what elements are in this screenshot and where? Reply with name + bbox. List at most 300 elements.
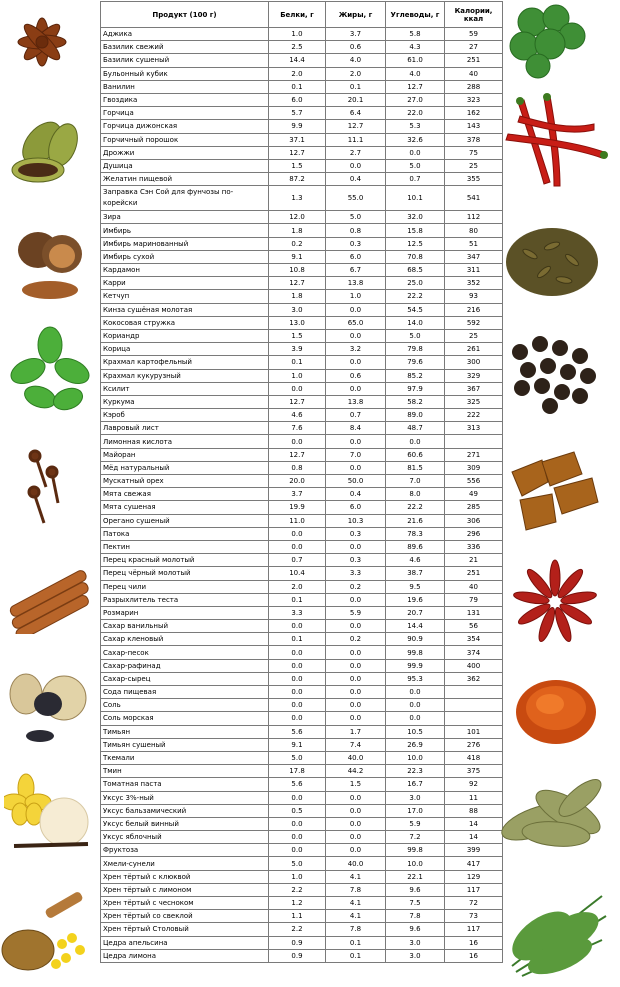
calories-value: 592 <box>445 316 503 329</box>
carbs-value: 5.0 <box>386 329 445 342</box>
table-row <box>101 686 503 699</box>
protein-value: 0.0 <box>269 435 326 448</box>
cumin-seeds-image <box>500 210 604 306</box>
fat-value: 0.0 <box>326 159 386 172</box>
carbs-value: 68.5 <box>386 264 445 277</box>
table-row <box>101 791 503 804</box>
fat-value: 12.7 <box>326 120 386 133</box>
carbs-value: 14.0 <box>386 316 445 329</box>
bay-leaves-image <box>498 772 614 862</box>
carbs-value: 7.8 <box>386 910 445 923</box>
table-row <box>101 883 503 896</box>
fat-value: 6.0 <box>326 250 386 263</box>
fat-value: 0.7 <box>326 409 386 422</box>
fat-value: 0.1 <box>326 80 386 93</box>
fat-value: 8.4 <box>326 422 386 435</box>
product-name: Базилик свежий <box>101 41 269 54</box>
mustard-seeds-image <box>0 880 96 976</box>
protein-value: 0.2 <box>269 237 326 250</box>
fat-value: 7.4 <box>326 738 386 751</box>
table-row <box>101 751 503 764</box>
product-name: Ксилит <box>101 382 269 395</box>
fat-value: 4.1 <box>326 897 386 910</box>
protein-value: 5.0 <box>269 751 326 764</box>
nutmeg-image <box>10 220 90 302</box>
protein-value: 1.3 <box>269 186 326 211</box>
protein-value: 0.0 <box>269 699 326 712</box>
protein-value: 12.7 <box>269 395 326 408</box>
fat-value: 0.6 <box>326 369 386 382</box>
product-name: Душица <box>101 159 269 172</box>
protein-value: 1.5 <box>269 159 326 172</box>
table-row <box>101 514 503 527</box>
table-row <box>101 211 503 224</box>
fat-value: 10.3 <box>326 514 386 527</box>
protein-value: 9.1 <box>269 738 326 751</box>
calories-value: 329 <box>445 369 503 382</box>
calories-value: 11 <box>445 791 503 804</box>
fat-value: 0.0 <box>326 329 386 342</box>
protein-value: 0.0 <box>269 817 326 830</box>
product-name: Мята сушеная <box>101 501 269 514</box>
protein-value: 0.1 <box>269 633 326 646</box>
product-name: Горчица <box>101 107 269 120</box>
table-row <box>101 817 503 830</box>
calories-value: 378 <box>445 133 503 146</box>
protein-value: 0.1 <box>269 356 326 369</box>
product-name: Куркума <box>101 395 269 408</box>
table-row <box>101 329 503 342</box>
fat-value: 13.8 <box>326 395 386 408</box>
dried-chili-image <box>506 556 604 648</box>
fat-value: 0.0 <box>326 791 386 804</box>
carbs-value: 32.6 <box>386 133 445 146</box>
protein-value: 2.2 <box>269 883 326 896</box>
calories-value: 222 <box>445 409 503 422</box>
calories-value: 311 <box>445 264 503 277</box>
table-row <box>101 277 503 290</box>
allspice-image <box>502 330 602 416</box>
protein-value: 0.0 <box>269 672 326 685</box>
carbs-value: 85.2 <box>386 369 445 382</box>
product-name: Ванилин <box>101 80 269 93</box>
fat-value: 40.0 <box>326 857 386 870</box>
vanilla-image <box>4 772 96 854</box>
calories-value: 336 <box>445 540 503 553</box>
calories-value: 306 <box>445 514 503 527</box>
calories-value: 117 <box>445 923 503 936</box>
product-name: Заправка Сэн Сой для фунчозы по-корейски <box>101 186 269 211</box>
calories-value: 14 <box>445 817 503 830</box>
protein-value: 6.0 <box>269 93 326 106</box>
protein-value: 12.7 <box>269 448 326 461</box>
product-name: Перец чили <box>101 580 269 593</box>
calories-value: 288 <box>445 80 503 93</box>
fat-value: 3.7 <box>326 28 386 41</box>
carbs-value: 14.4 <box>386 620 445 633</box>
cardamom-image <box>8 115 90 187</box>
calories-value: 285 <box>445 501 503 514</box>
fat-value: 20.1 <box>326 93 386 106</box>
calories-value: 374 <box>445 646 503 659</box>
carbs-value: 10.1 <box>386 186 445 211</box>
parsley-image <box>502 2 592 84</box>
fat-value: 7.0 <box>326 448 386 461</box>
table-row <box>101 554 503 567</box>
fat-value: 0.1 <box>326 949 386 962</box>
table-row <box>101 488 503 501</box>
table-row <box>101 250 503 263</box>
protein-value: 0.0 <box>269 844 326 857</box>
carbs-value: 22.1 <box>386 870 445 883</box>
fat-value: 0.3 <box>326 237 386 250</box>
fat-value: 5.0 <box>326 211 386 224</box>
protein-value: 2.0 <box>269 67 326 80</box>
product-name: Корица <box>101 343 269 356</box>
calories-value: 251 <box>445 567 503 580</box>
product-name: Гвоздика <box>101 93 269 106</box>
carbs-value: 97.9 <box>386 382 445 395</box>
carbs-value: 60.6 <box>386 448 445 461</box>
fat-value: 0.0 <box>326 831 386 844</box>
cinnamon-image <box>2 562 96 634</box>
calories-value: 251 <box>445 54 503 67</box>
protein-value: 0.0 <box>269 659 326 672</box>
carbs-value: 9.6 <box>386 923 445 936</box>
calories-value: 352 <box>445 277 503 290</box>
product-name: Сахар-песок <box>101 646 269 659</box>
fat-value: 0.0 <box>326 593 386 606</box>
protein-value: 20.0 <box>269 475 326 488</box>
table-row <box>101 712 503 725</box>
product-name: Кардамон <box>101 264 269 277</box>
table-row <box>101 501 503 514</box>
table-row <box>101 461 503 474</box>
calories-value: 162 <box>445 107 503 120</box>
protein-value: 7.6 <box>269 422 326 435</box>
dried-ginger-image <box>502 442 606 538</box>
fat-value: 0.0 <box>326 382 386 395</box>
fat-value: 0.4 <box>326 488 386 501</box>
protein-value: 1.5 <box>269 329 326 342</box>
calories-value: 354 <box>445 633 503 646</box>
carbs-value: 10.5 <box>386 725 445 738</box>
fat-value: 0.0 <box>326 699 386 712</box>
calories-value: 92 <box>445 778 503 791</box>
fat-value: 0.4 <box>326 173 386 186</box>
product-name: Соль морская <box>101 712 269 725</box>
table-row <box>101 303 503 316</box>
protein-value: 1.0 <box>269 369 326 382</box>
product-name: Имбирь сухой <box>101 250 269 263</box>
calories-value: 117 <box>445 883 503 896</box>
left-image-column <box>0 0 98 987</box>
protein-value: 0.0 <box>269 540 326 553</box>
protein-value: 19.9 <box>269 501 326 514</box>
product-name: Имбирь маринованный <box>101 237 269 250</box>
protein-value: 0.1 <box>269 80 326 93</box>
table-header <box>101 2 503 28</box>
mint-image <box>6 325 96 415</box>
saffron-image <box>510 668 602 750</box>
carbs-value: 22.2 <box>386 290 445 303</box>
table-row <box>101 672 503 685</box>
product-name: Орегано сушеный <box>101 514 269 527</box>
table-row <box>101 356 503 369</box>
product-name: Желатин пищевой <box>101 173 269 186</box>
protein-value: 0.0 <box>269 382 326 395</box>
carbs-value: 16.7 <box>386 778 445 791</box>
calories-value: 25 <box>445 329 503 342</box>
product-name: Патока <box>101 527 269 540</box>
calories-value: 21 <box>445 554 503 567</box>
table-body <box>101 28 503 963</box>
calories-value: 40 <box>445 580 503 593</box>
product-name: Лимонная кислота <box>101 435 269 448</box>
protein-value: 87.2 <box>269 173 326 186</box>
fat-value: 0.2 <box>326 580 386 593</box>
calories-value: 16 <box>445 936 503 949</box>
product-name: Перец красный молотый <box>101 554 269 567</box>
fat-value: 1.0 <box>326 290 386 303</box>
product-name: Кэроб <box>101 409 269 422</box>
fat-value: 5.9 <box>326 606 386 619</box>
protein-value: 0.1 <box>269 593 326 606</box>
product-name: Томатная паста <box>101 778 269 791</box>
calories-value: 347 <box>445 250 503 263</box>
product-name: Аджика <box>101 28 269 41</box>
product-name: Сахар-сырец <box>101 672 269 685</box>
table-row <box>101 93 503 106</box>
table-row <box>101 316 503 329</box>
rosemary-image <box>502 876 612 980</box>
protein-value: 3.0 <box>269 303 326 316</box>
calories-value: 325 <box>445 395 503 408</box>
protein-value: 5.7 <box>269 107 326 120</box>
table-row <box>101 422 503 435</box>
header-calories: Калории, ккал <box>445 2 503 28</box>
protein-value: 0.0 <box>269 831 326 844</box>
table-row <box>101 633 503 646</box>
table-row <box>101 593 503 606</box>
carbs-value: 99.8 <box>386 646 445 659</box>
calories-value: 261 <box>445 343 503 356</box>
nutrition-table <box>100 1 503 963</box>
fat-value: 4.1 <box>326 910 386 923</box>
calories-value: 59 <box>445 28 503 41</box>
fat-value: 0.1 <box>326 936 386 949</box>
table-row <box>101 699 503 712</box>
fat-value: 1.5 <box>326 778 386 791</box>
calories-value: 112 <box>445 211 503 224</box>
protein-value: 1.8 <box>269 224 326 237</box>
protein-value: 12.0 <box>269 211 326 224</box>
table-row <box>101 159 503 172</box>
fat-value: 11.1 <box>326 133 386 146</box>
fat-value: 3.2 <box>326 343 386 356</box>
product-name: Лавровый лист <box>101 422 269 435</box>
fat-value: 0.0 <box>326 817 386 830</box>
carbs-value: 19.6 <box>386 593 445 606</box>
carbs-value: 58.2 <box>386 395 445 408</box>
fat-value: 13.8 <box>326 277 386 290</box>
right-image-column <box>494 0 620 987</box>
fat-value: 0.2 <box>326 633 386 646</box>
calories-value: 143 <box>445 120 503 133</box>
product-name: Мёд натуральный <box>101 461 269 474</box>
fat-value: 4.1 <box>326 870 386 883</box>
carbs-value: 81.5 <box>386 461 445 474</box>
carbs-value: 0.7 <box>386 173 445 186</box>
product-name: Сахар ванильный <box>101 620 269 633</box>
product-name: Фруктоза <box>101 844 269 857</box>
fat-value: 4.0 <box>326 54 386 67</box>
calories-value: 27 <box>445 41 503 54</box>
carbs-value: 0.0 <box>386 699 445 712</box>
protein-value: 14.4 <box>269 54 326 67</box>
carbs-value: 5.8 <box>386 28 445 41</box>
protein-value: 3.3 <box>269 606 326 619</box>
header-fat: Жиры, г <box>326 2 386 28</box>
table-row <box>101 936 503 949</box>
protein-value: 1.8 <box>269 290 326 303</box>
protein-value: 2.5 <box>269 41 326 54</box>
protein-value: 3.9 <box>269 343 326 356</box>
carbs-value: 3.0 <box>386 936 445 949</box>
table-row <box>101 54 503 67</box>
fat-value: 0.0 <box>326 646 386 659</box>
product-name: Карри <box>101 277 269 290</box>
product-name: Хрен тёртый с чесноком <box>101 897 269 910</box>
fat-value: 0.0 <box>326 540 386 553</box>
fat-value: 65.0 <box>326 316 386 329</box>
carbs-value: 21.6 <box>386 514 445 527</box>
carbs-value: 5.9 <box>386 817 445 830</box>
product-name: Мята свежая <box>101 488 269 501</box>
poppy-seeds-image <box>4 668 94 746</box>
protein-value: 1.1 <box>269 910 326 923</box>
chili-peppers-image <box>498 92 612 190</box>
product-name: Тмин <box>101 765 269 778</box>
fat-value: 0.3 <box>326 527 386 540</box>
product-name: Горчица дижонская <box>101 120 269 133</box>
table-row <box>101 67 503 80</box>
product-name: Сахар кленовый <box>101 633 269 646</box>
carbs-value: 5.3 <box>386 120 445 133</box>
calories-value: 216 <box>445 303 503 316</box>
calories-value: 25 <box>445 159 503 172</box>
protein-value: 5.6 <box>269 725 326 738</box>
carbs-value: 99.8 <box>386 844 445 857</box>
table-row <box>101 646 503 659</box>
carbs-value: 20.7 <box>386 606 445 619</box>
calories-value: 300 <box>445 356 503 369</box>
protein-value: 11.0 <box>269 514 326 527</box>
fat-value: 0.0 <box>326 672 386 685</box>
carbs-value: 89.6 <box>386 540 445 553</box>
carbs-value: 89.0 <box>386 409 445 422</box>
carbs-value: 79.6 <box>386 356 445 369</box>
carbs-value: 9.5 <box>386 580 445 593</box>
carbs-value: 0.0 <box>386 146 445 159</box>
carbs-value: 9.6 <box>386 883 445 896</box>
calories-value: 362 <box>445 672 503 685</box>
calories-value: 399 <box>445 844 503 857</box>
carbs-value: 22.2 <box>386 501 445 514</box>
carbs-value: 3.0 <box>386 949 445 962</box>
table-row <box>101 765 503 778</box>
carbs-value: 27.0 <box>386 93 445 106</box>
protein-value: 3.7 <box>269 488 326 501</box>
table-row <box>101 133 503 146</box>
table-row <box>101 173 503 186</box>
calories-value: 276 <box>445 738 503 751</box>
fat-value: 40.0 <box>326 751 386 764</box>
carbs-value: 7.0 <box>386 475 445 488</box>
calories-value: 73 <box>445 910 503 923</box>
carbs-value: 8.0 <box>386 488 445 501</box>
carbs-value: 10.0 <box>386 857 445 870</box>
table-row <box>101 237 503 250</box>
fat-value: 0.0 <box>326 356 386 369</box>
table-row <box>101 80 503 93</box>
carbs-value: 78.3 <box>386 527 445 540</box>
calories-value: 309 <box>445 461 503 474</box>
table-row <box>101 804 503 817</box>
table-row <box>101 290 503 303</box>
calories-value: 16 <box>445 949 503 962</box>
calories-value: 80 <box>445 224 503 237</box>
carbs-value: 10.0 <box>386 751 445 764</box>
table-row <box>101 910 503 923</box>
fat-value: 0.0 <box>326 620 386 633</box>
fat-value: 6.0 <box>326 501 386 514</box>
product-name: Уксус 3%-ный <box>101 791 269 804</box>
fat-value: 44.2 <box>326 765 386 778</box>
calories-value: 541 <box>445 186 503 211</box>
product-name: Уксус белый винный <box>101 817 269 830</box>
product-name: Базилик сушеный <box>101 54 269 67</box>
fat-value: 0.0 <box>326 804 386 817</box>
fat-value: 0.0 <box>326 712 386 725</box>
table-row <box>101 620 503 633</box>
fat-value: 0.0 <box>326 303 386 316</box>
protein-value: 2.2 <box>269 923 326 936</box>
carbs-value: 4.3 <box>386 41 445 54</box>
carbs-value: 12.5 <box>386 237 445 250</box>
table-row <box>101 580 503 593</box>
product-name: Хрен тёртый с лимоном <box>101 883 269 896</box>
table-row <box>101 725 503 738</box>
calories-value: 56 <box>445 620 503 633</box>
protein-value: 10.4 <box>269 567 326 580</box>
table-row <box>101 146 503 159</box>
header-carbs: Углеводы, г <box>386 2 445 28</box>
carbs-value: 4.6 <box>386 554 445 567</box>
carbs-value: 25.0 <box>386 277 445 290</box>
calories-value: 93 <box>445 290 503 303</box>
protein-value: 4.6 <box>269 409 326 422</box>
protein-value: 0.9 <box>269 936 326 949</box>
table-row <box>101 540 503 553</box>
table-row <box>101 923 503 936</box>
product-name: Кетчуп <box>101 290 269 303</box>
calories-value: 49 <box>445 488 503 501</box>
table-row <box>101 475 503 488</box>
protein-value: 2.0 <box>269 580 326 593</box>
table-row <box>101 382 503 395</box>
protein-value: 5.0 <box>269 857 326 870</box>
